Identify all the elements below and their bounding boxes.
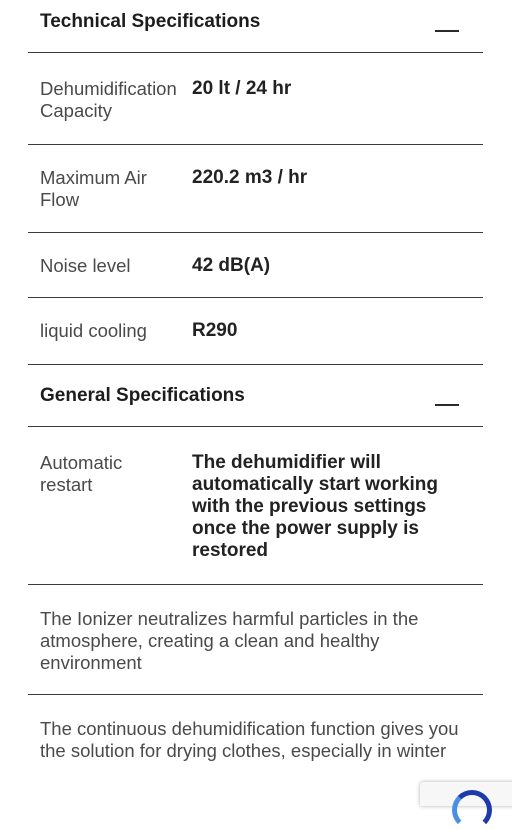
spec-value: 220.2 m3 / hr <box>192 167 308 188</box>
recaptcha-badge[interactable] <box>420 782 512 806</box>
spec-row-noise <box>28 233 483 298</box>
collapse-technical-icon[interactable] <box>435 20 459 36</box>
spec-row-restart <box>28 428 483 585</box>
spec-row-airflow <box>28 145 483 233</box>
spec-label: Dehumidification Capacity <box>40 78 177 121</box>
spec-row-cooling <box>28 298 483 365</box>
general-specs-header[interactable] <box>28 366 483 427</box>
general-specs-title: General Specifications <box>40 385 245 406</box>
technical-specs-header[interactable] <box>28 0 483 53</box>
spec-label: Noise level <box>40 255 131 276</box>
technical-specs-title: Technical Specifications <box>40 11 261 32</box>
spec-label: Automatic restart <box>40 452 123 495</box>
feature-row-continuous <box>28 696 483 816</box>
spec-row-capacity <box>28 54 483 145</box>
feature-row-ionizer <box>28 586 483 695</box>
recaptcha-icon <box>452 790 492 830</box>
spec-value: 20 lt / 24 hr <box>192 78 292 99</box>
spec-value: The dehumidifier will automatically start working with the previous settings once the power supply is restored <box>192 452 439 561</box>
feature-text: The continuous dehumidification function gives you the solution for drying clothes, especially in winter <box>40 718 459 761</box>
feature-text: The Ionizer neutralizes harmful particles in the atmosphere, creating a clean and healthy environment <box>40 608 419 673</box>
spec-value: 42 dB(A) <box>192 255 271 276</box>
spec-label: liquid cooling <box>40 320 147 341</box>
spec-label: Maximum Air Flow <box>40 167 147 210</box>
collapse-general-icon[interactable] <box>435 394 459 410</box>
spec-value: R290 <box>192 320 238 341</box>
